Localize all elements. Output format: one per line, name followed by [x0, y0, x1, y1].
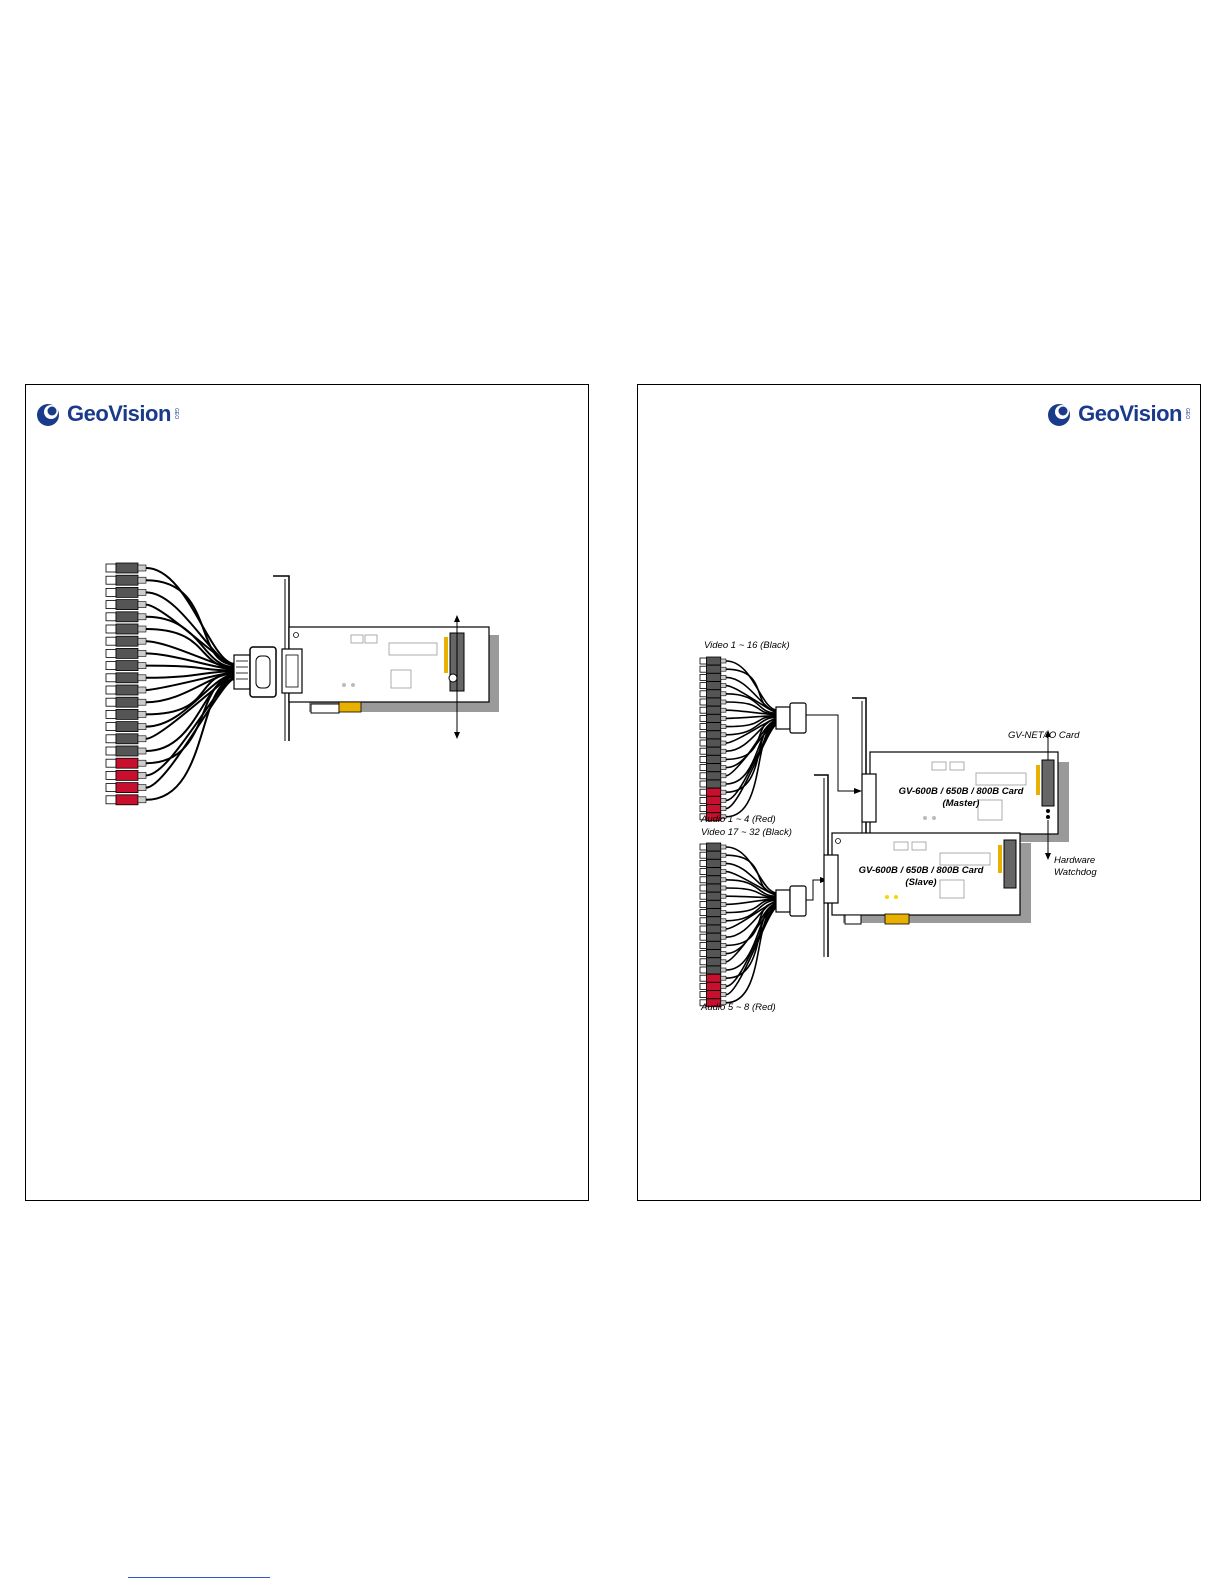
bottom-video-connector	[700, 876, 726, 884]
bnc-cable-bundle-bottom	[726, 847, 777, 1003]
left-video-connector	[106, 697, 146, 707]
single-card-diagram	[26, 385, 590, 1202]
audio-bottom-label: Audio 5 ~ 8 (Red)	[701, 1002, 776, 1013]
left-audio-connector	[106, 795, 146, 805]
bottom-video-connector	[700, 917, 726, 925]
brand-name: GeoVision	[67, 401, 171, 426]
top-audio-connector	[700, 788, 726, 796]
left-video-connector	[106, 685, 146, 695]
bottom-audio-connector	[700, 982, 726, 990]
bnc-cable-bundle	[146, 568, 235, 800]
top-video-connector	[700, 657, 726, 665]
left-video-connector	[106, 612, 146, 622]
bnc-connector-column	[106, 563, 146, 805]
bottom-video-connector	[700, 925, 726, 933]
top-video-connector	[700, 764, 726, 772]
watchdog-label-1: Hardware	[1054, 855, 1096, 866]
left-cable	[146, 605, 235, 667]
bottom-video-connector	[700, 843, 726, 851]
left-video-connector	[106, 587, 146, 597]
top-video-connector	[700, 723, 726, 731]
left-video-connector	[106, 661, 146, 671]
bottom-video-connector	[700, 892, 726, 900]
left-audio-connector	[106, 770, 146, 780]
top-video-connector	[700, 665, 726, 673]
bnc-cable-bundle-top	[726, 661, 777, 817]
left-video-connector	[106, 636, 146, 646]
dvi-plug-bottom	[776, 886, 806, 916]
top-video-connector	[700, 739, 726, 747]
left-video-connector	[106, 563, 146, 573]
bottom-video-connector	[700, 950, 726, 958]
dvi-connector-plug	[234, 647, 276, 697]
bottom-video-connector	[700, 909, 726, 917]
dvi-plug-top	[776, 703, 806, 733]
left-video-connector	[106, 673, 146, 683]
top-video-connector	[700, 698, 726, 706]
left-audio-connector	[106, 758, 146, 768]
bottom-video-connector	[700, 941, 726, 949]
master-card-label-2: (Master)	[942, 798, 980, 809]
bottom-video-connector	[700, 900, 726, 908]
bnc-connector-column-top	[700, 657, 726, 821]
net-io-card-label: GV-NET/IO Card	[1008, 730, 1080, 741]
video-bottom-label: Video 17 ~ 32 (Black)	[701, 827, 792, 838]
top-audio-connector	[700, 805, 726, 813]
left-audio-connector	[106, 783, 146, 793]
top-video-connector	[700, 780, 726, 788]
bnc-connector-column-bottom	[700, 843, 726, 1007]
slave-card-label-1: GV-600B / 650B / 800B Card	[858, 865, 984, 876]
bottom-video-connector	[700, 859, 726, 867]
brand-tagline: GEO	[172, 408, 179, 420]
top-video-connector	[700, 714, 726, 722]
top-video-connector	[700, 772, 726, 780]
top-video-connector	[700, 755, 726, 763]
left-video-connector	[106, 746, 146, 756]
left-video-connector	[106, 709, 146, 719]
left-video-connector	[106, 734, 146, 744]
top-audio-connector	[700, 796, 726, 804]
left-video-connector	[106, 722, 146, 732]
left-page	[25, 384, 589, 1201]
top-video-connector	[700, 731, 726, 739]
bottom-video-connector	[700, 868, 726, 876]
watchdog-label-2: Watchdog	[1054, 867, 1097, 878]
top-video-connector	[700, 690, 726, 698]
bottom-audio-connector	[700, 974, 726, 982]
master-card	[852, 698, 1069, 842]
top-video-connector	[700, 682, 726, 690]
bottom-video-connector	[700, 933, 726, 941]
master-card-label-1: GV-600B / 650B / 800B Card	[898, 786, 1024, 797]
top-video-connector	[700, 747, 726, 755]
brand-tagline: GEO	[1184, 408, 1190, 420]
brand-name: GeoVision	[1078, 401, 1182, 426]
left-video-connector	[106, 600, 146, 610]
master-slave-diagram	[638, 385, 1202, 1202]
right-page	[637, 384, 1201, 1201]
top-video-connector	[700, 673, 726, 681]
bottom-audio-connector	[700, 991, 726, 999]
video-top-label: Video 1 ~ 16 (Black)	[704, 640, 790, 651]
top-video-connector	[700, 706, 726, 714]
capture-card	[273, 576, 499, 741]
bottom-video-connector	[700, 966, 726, 974]
footer-link-underline[interactable]	[128, 1577, 270, 1578]
slave-card-label-2: (Slave)	[905, 877, 937, 888]
left-video-connector	[106, 624, 146, 634]
audio-top-label: Audio 1 ~ 4 (Red)	[701, 814, 776, 825]
bottom-video-connector	[700, 884, 726, 892]
bottom-video-connector	[700, 851, 726, 859]
bottom-video-connector	[700, 958, 726, 966]
bottom-cable	[726, 847, 777, 893]
left-video-connector	[106, 648, 146, 658]
left-video-connector	[106, 575, 146, 585]
